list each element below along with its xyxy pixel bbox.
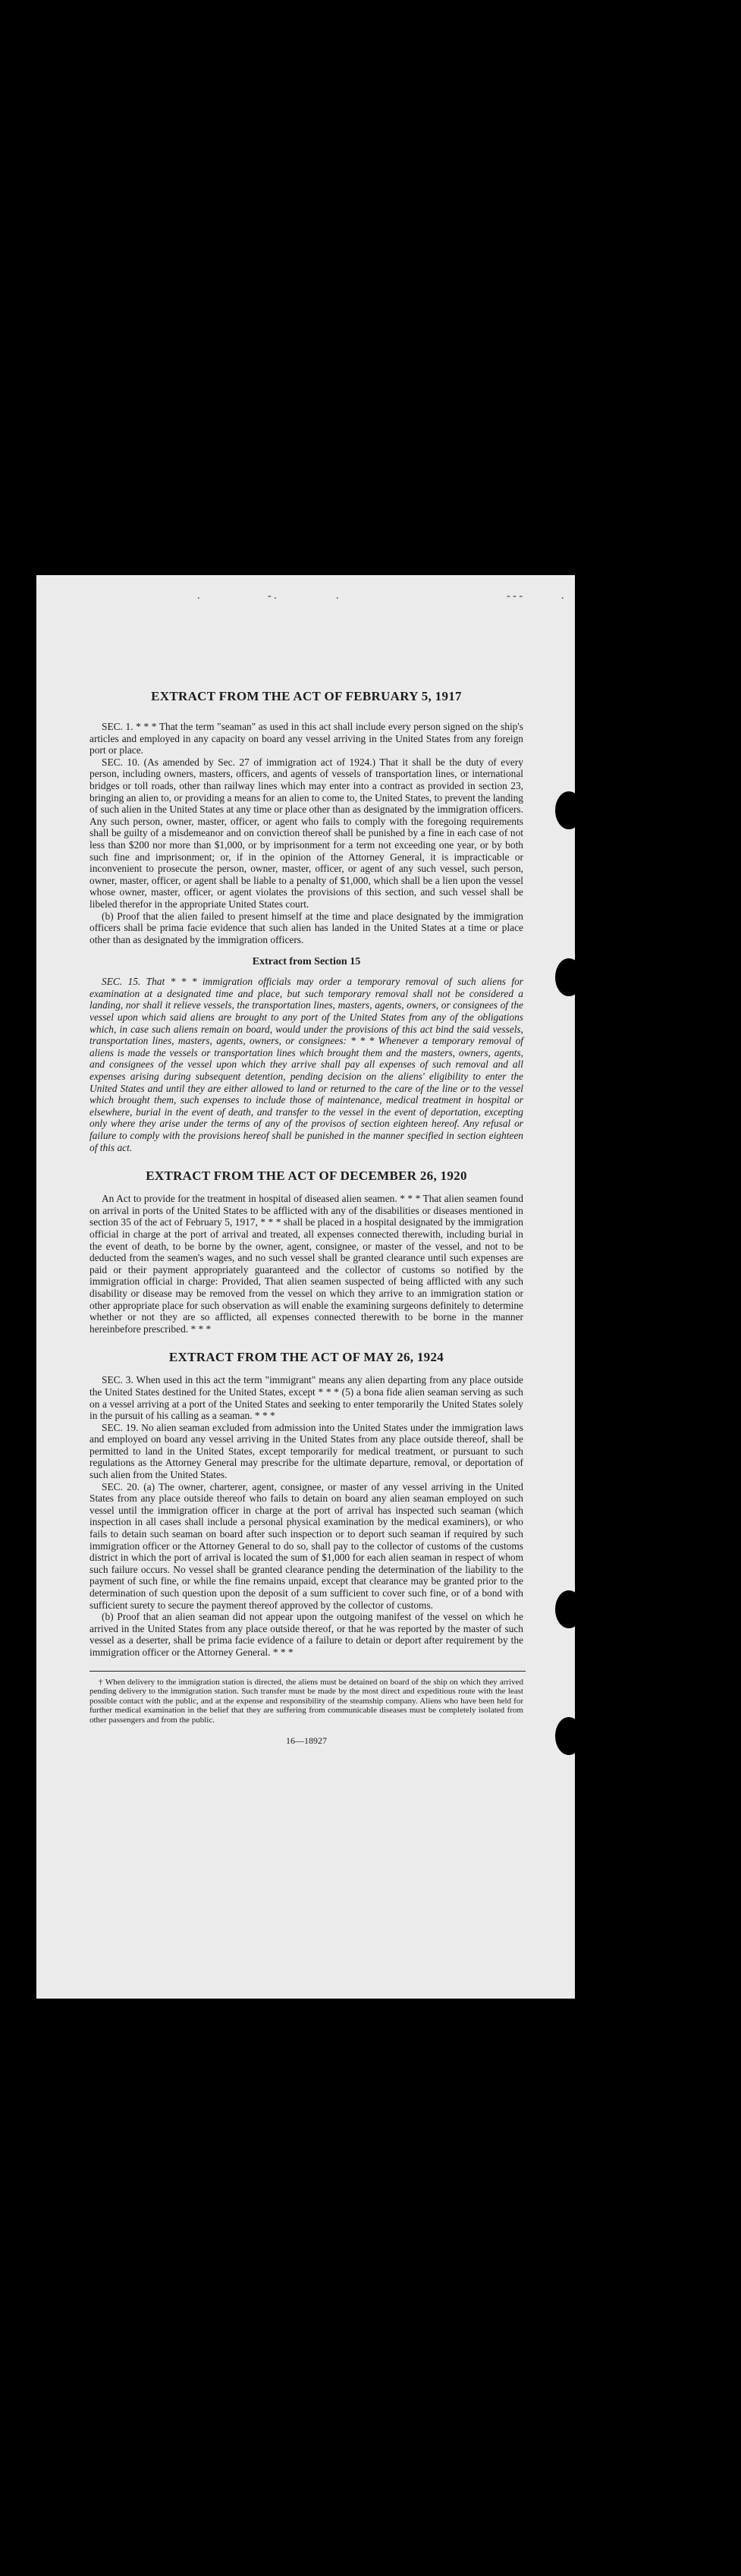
paragraph: SEC. 19. No alien seaman excluded from admission into the United States under the immigration laws and employed on board any vessel arriving in the United States from any place outside thereof, shall be permitted to land in the United States, except temporarily for medical treatment, or pursuant to such regulations as the Attorney General may prescribe for the ultimate departure, removal, or deportation of such alien from the United States.	[89, 1421, 523, 1481]
document-page	[36, 575, 575, 1999]
page-body	[89, 689, 523, 1747]
top-mark: .	[197, 590, 200, 602]
punch-hole	[555, 958, 582, 996]
section-title: EXTRACT FROM THE ACT OF MAY 26, 1924	[168, 1350, 444, 1365]
paragraph: SEC. 20. (a) The owner, charterer, agent, consignee, or master of any vessel arriving in the United States from any place outside thereof who fails to detain on board any alien seaman employed on such vessel until the immigration officer in charge at the port of arrival has inspected such seaman (which inspection in all cases shall include a personal physical examination by the medical examiners), or who fails to detain such seaman on board after such inspection or to deport such seaman if required by such immigration officer or the Attorney General to do so, shall pay to the collector of customs of the customs district in which the port of arrival is located the sum of $1,000 for each alien seaman in respect of whom such failure occurs. No vessel shall be granted clearance pending the determination of the liability to the payment of such fine, or while the fine remains unpaid, except that clearance may be granted prior to the determination of such question upon the deposit of a sum sufficient to cover such fine, or of a bond with sufficient surety to secure the payment thereof approved by the collector of customs.	[89, 1480, 523, 1611]
top-marks	[36, 590, 575, 609]
section-1924	[89, 1374, 523, 1658]
punch-hole	[555, 1590, 582, 1628]
top-mark: - - -	[507, 590, 523, 602]
section-15-extract	[89, 976, 523, 1153]
paragraph: SEC. 10. (As amended by Sec. 27 of immigration act of 1924.) That it shall be the duty of every person, including owners, masters, officers, and agents of vessels of transportation lines, or international bridges or toll roads, other than railway lines which may enter into a contract as provided in section 23, bringing an alien to, or providing a means for an alien to come to, the United States, to prevent the landing of such alien in the United States at any time or place other than as designated by the immigration officers. Any such person, owner, master, officer, or agent who fails to comply with the foregoing requirements shall be guilty of a misdemeanor and on conviction thereof shall be punished by a fine in each case of not less than $200 nor more than $1,000, or by imprisonment for a term not exceeding one year, or by both such fine and imprisonment; or, if in the opinion of the Attorney General, it is impracticable or inconvenient to prosecute the person, owner, master, officer, or agent of any such vessel, such person, owner, master, officer, or agent shall be liable to a penalty of $1,000, which shall be a lien upon the vessel whose owner, master, officer, or agent violates the provisions of this section, and such vessel shall be libeled therefor in the appropriate United States court.	[89, 756, 523, 910]
section-1920	[89, 1193, 523, 1335]
punch-hole	[555, 1717, 582, 1755]
section-title: EXTRACT FROM THE ACT OF FEBRUARY 5, 1917	[151, 689, 462, 703]
print-code: 16—18927	[286, 1735, 327, 1747]
section-title: EXTRACT FROM THE ACT OF DECEMBER 26, 1920	[146, 1168, 467, 1184]
punch-hole	[555, 791, 582, 829]
paragraph: (b) Proof that the alien failed to present himself at the time and place designated by the immigration officers shall be prima facie evidence that such alien has landed in the United States at a time or place other than as designated by the immigration officers.	[89, 910, 523, 945]
top-mark: .	[561, 590, 564, 602]
paragraph: (b) Proof that an alien seaman did not appear upon the outgoing manifest of the vessel on which he arrived in the United States from any place outside thereof, or that he was reported by the master of such vessel as a deserter, shall be prima facie evidence of a failure to detain or deport after requirement by the immigration officer or the Attorney General. * * *	[89, 1611, 523, 1658]
paragraph: SEC. 3. When used in this act the term "immigrant" means any alien departing from any place outside the United States destined for the United States, except * * * (5) a bona fide alien seaman serving as such on a vessel arriving at a port of the United States and seeking to enter temporarily the United States solely in the pursuit of his calling as a seaman. * * *	[89, 1374, 523, 1422]
footnote-divider	[89, 1671, 526, 1672]
paragraph: SEC. 1. * * * That the term "seaman" as used in this act shall include every person signed on the ship's articles and employed in any capacity on board any vessel arriving in the United States from any foreign port or place.	[89, 721, 523, 756]
paragraph: An Act to provide for the treatment in hospital of diseased alien seamen. * * * That alien seamen found on arrival in ports of the United States to be afflicted with any of the disabilities or diseases mentioned in section 35 of the act of February 5, 1917, * * * shall be placed in a hospital designated by the immigration official in charge at the port of arrival and treated, all expenses connected therewith, including burial in the event of death, to be borne by the owner, agent, consignee, or master of the vessel, and not to be deducted from the seamen's wages, and no such vessel shall be granted clearance until such expenses are paid or their payment appropriately guaranteed and the collector of customs so notified by the immigration official in charge: Provided, That alien seamen suspected of being afflicted with any such disability or disease may be removed from the vessel on which they arrive to an immigration station or other appropriate place for such observation as will enable the examining surgeons definitely to determine whether or not they are so afflicted, all expenses connected therewith to be borne in the manner hereinbefore prescribed. * * *	[89, 1193, 523, 1335]
section-subtitle: Extract from Section 15	[252, 956, 361, 968]
top-mark: .	[336, 590, 339, 602]
section-1917	[89, 721, 523, 945]
paragraph: SEC. 15. That * * * immigration officials may order a temporary removal of such aliens for examination at a designated time and place, but such temporary removal shall not be considered a landing, nor shall it relieve vessels, the transportation lines, masters, agents, owners, or consignees of the vessel upon which said aliens are brought to any port of the United States from any of the obligations which, in case such aliens remain on board, would under the provisions of this act bind the said vessels, transportation lines, masters, agents, owners, or consignees: * * * Whenever a temporary removal of aliens is made the vessels or transportation lines which brought them and the masters, owners, agents, and consignees of the vessel upon which they arrive shall pay all expenses of such removal and all expenses arising during subsequent detention, pending decision on the aliens' eligibility to enter the United States and until they are either allowed to land or returned to the care of the line or to the vessel which brought them, such expenses to include those of maintenance, medical treatment in hospital or elsewhere, burial in the event of death, and transfer to the vessel in the event of deportation, excepting only where they arise under the terms of any of the provisos of section eighteen hereof. Any refusal or failure to comply with the provisions hereof shall be punished in the manner specified in section eighteen of this act.	[89, 976, 523, 1153]
footnote: † When delivery to the immigration station is directed, the aliens must be detained on board of the ship on which they arrived pending delivery to the immigration station. Such transfer must be made by the most direct and expeditious route with the least possible contact with the public, and at the expense and responsibility of the steamship company. Aliens who have been held for further medical examination in the belief that they are suffering from communicable diseases must be completely isolated from other passengers and from the public.	[89, 1677, 523, 1725]
top-mark: - .	[268, 590, 277, 602]
